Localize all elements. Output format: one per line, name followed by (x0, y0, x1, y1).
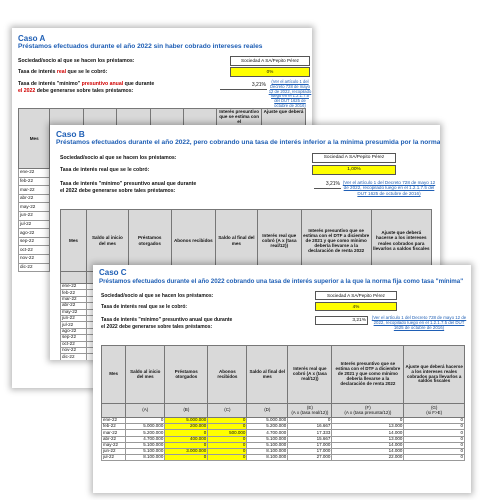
case-b-header: Interés real que cobró (A x (tasa real/12)) (257, 210, 301, 272)
case-c-cell[interactable]: 5.000.000 (165, 418, 208, 424)
case-c-table (101, 345, 465, 461)
case-a-cell-mes[interactable]: may-22 (19, 203, 50, 212)
case-b-header: Interés presuntivo que se estima con el DTF a diciembre de 2021 y que como mínimo debería llevarse a la declaración de renta 2022 (301, 210, 371, 272)
case-c-subheader (102, 404, 126, 418)
case-c-cell[interactable]: 14.000 (332, 448, 404, 454)
case-c-cell[interactable]: 4.700.000 (126, 436, 165, 442)
case-c-cell-mes[interactable]: feb-22 (102, 424, 126, 430)
case-c-sociedad-value[interactable]: Sociedad A SA/Pepito Pérez (315, 291, 397, 300)
case-c-cell[interactable]: 17.000 (288, 442, 332, 448)
case-b-cell-mes[interactable]: feb-22 (61, 290, 87, 296)
case-c-cell[interactable]: 4.700.000 (247, 430, 288, 436)
case-c-cell[interactable]: 0 (208, 418, 247, 424)
case-c-cell[interactable]: 5.200.000 (126, 430, 165, 436)
case-a-col-mes: Mes (19, 109, 50, 169)
case-a-col-ajuste: Ajuste que deberá (262, 109, 306, 169)
case-c-cell[interactable]: 5.100.000 (247, 442, 288, 448)
case-c-cell-mes[interactable]: may-22 (102, 442, 126, 448)
case-c-title: Préstamos efectuados durante el año 2022 cobrando una tasa de interés superior a la que la norma fija como tasa "mínima" (99, 278, 464, 285)
case-c-label: Caso C (99, 268, 127, 277)
case-c-subheader: (C) (208, 404, 247, 418)
case-a-cell-mes[interactable]: oct-22 (19, 246, 50, 255)
case-b-header: Abonos recibidos (171, 210, 215, 272)
case-c-cell[interactable]: 0 (404, 442, 465, 448)
case-c-minimo-label: Tasa de interés "mínimo" presuntivo anual que durante el 2022 debe generarse sobre tales préstamos: (101, 317, 233, 330)
case-c-subheader: (D) (247, 404, 288, 418)
case-a-tasa-value[interactable]: 0% (230, 67, 310, 77)
case-a-sociedad-value[interactable]: Sociedad A SA/Pepito Pérez (230, 56, 310, 66)
case-c-cell[interactable]: 13.000 (332, 424, 404, 430)
case-c-cell[interactable]: 0 (404, 455, 465, 461)
case-c-header: Interés real que cobró (A x (tasa real/12)) (288, 346, 332, 404)
case-b-minimo-label: Tasa de interés "mínimo" presuntivo anual que durante el 2022 debe generarse sobre tales préstamos: (60, 181, 197, 194)
case-a-cell-mes[interactable]: ene-22 (19, 169, 50, 178)
case-b-cell-mes[interactable]: mar-22 (61, 296, 87, 302)
case-c-cell[interactable]: 14.000 (332, 442, 404, 448)
case-a-cell-mes[interactable]: nov-22 (19, 254, 50, 263)
case-c-cell[interactable]: 5.200.000 (247, 424, 288, 430)
case-c-cell[interactable]: 0 (165, 455, 208, 461)
case-b-title: Préstamos efectuados durante el año 2022, pero cobrando una tasa de interés inferior a la mínima presumida por la norma (56, 139, 440, 146)
case-c-cell[interactable]: 0 (208, 442, 247, 448)
case-c-tasa-label: Tasa de interés real que se le cobró: (101, 304, 188, 310)
case-b-label: Caso B (56, 129, 85, 139)
case-c-cell-mes[interactable]: mar-22 (102, 430, 126, 436)
case-a-sociedad-label: Sociedad/socio al que se hacen los préstamos: (18, 58, 135, 64)
case-c-cell[interactable]: 17.333 (288, 430, 332, 436)
case-c-cell[interactable]: 0 (165, 430, 208, 436)
case-c-header: Abonos recibidos (208, 346, 247, 404)
case-a-cell-mes[interactable]: mar-22 (19, 186, 50, 195)
case-c-cell[interactable]: 5.000.000 (126, 424, 165, 430)
case-c-cell[interactable]: 0 (208, 455, 247, 461)
case-b-sociedad-label: Sociedad/socio al que se hacen los préstamos: (60, 155, 177, 161)
case-c-subheader: (B) (165, 404, 208, 418)
case-c-cell[interactable]: 0 (404, 436, 465, 442)
case-c-cell[interactable]: 0 (404, 430, 465, 436)
case-c-tasa-value[interactable]: 4% (315, 302, 397, 311)
case-c-header: Saldo al final del mes (247, 346, 288, 404)
case-c-cell[interactable]: 0 (165, 442, 208, 448)
case-c-cell-mes[interactable]: jul-22 (102, 455, 126, 461)
case-c-cell[interactable]: 0 (404, 448, 465, 454)
case-a-cell-mes[interactable]: sep-22 (19, 237, 50, 246)
case-c-minimo-value[interactable]: 3,21% (315, 316, 368, 325)
case-b-header: Ajuste que deberá hacerse a los intereses reales cobrados para llevarlos a saldos fiscales (371, 210, 431, 272)
case-b-header: Saldo al final del mes (216, 210, 258, 272)
case-b-cell-mes[interactable]: oct-22 (61, 341, 87, 347)
case-c-cell[interactable]: 0 (208, 448, 247, 454)
case-c-header: Saldo al inicio del mes (126, 346, 165, 404)
case-b-tasa-label: Tasa de interés real que se le cobró: (60, 167, 150, 173)
case-c-cell[interactable]: 3.000.000 (165, 448, 208, 454)
case-c-header: Préstamos otorgados (165, 346, 208, 404)
case-a-cell-mes[interactable]: dic-22 (19, 263, 50, 272)
case-a-tasa-label: Tasa de interés real que se le cobró: (18, 69, 108, 75)
case-c-subheader: (E) (A x (tasa real/12)) (288, 404, 332, 418)
case-c-subheader: (F) (A x (tasa presunta/12)) (332, 404, 404, 418)
case-b-cell-mes[interactable]: ene-22 (61, 284, 87, 290)
case-c-cell[interactable]: 5.100.000 (126, 448, 165, 454)
case-b-cell-mes[interactable]: jul-22 (61, 322, 87, 328)
case-c-cell[interactable]: 5.100.000 (247, 436, 288, 442)
case-c-cell-mes[interactable]: ene-22 (102, 418, 126, 424)
case-b-cell-mes[interactable]: may-22 (61, 309, 87, 315)
case-c-header: Interés presuntivo que se estima con el DTF a diciembre de 2021 y que como mínimo debería llevarse a la declaración de renta 2022 (332, 346, 404, 404)
case-c-cell[interactable]: 13.000 (332, 436, 404, 442)
case-b-cell-mes[interactable]: dic-22 (61, 354, 87, 360)
case-c-cell[interactable]: 0 (404, 424, 465, 430)
case-c-cell-mes[interactable]: abr-22 (102, 436, 126, 442)
case-c-cell[interactable]: 22.000 (332, 455, 404, 461)
sheet-case-c (93, 265, 471, 493)
case-c-cell[interactable]: 0 (404, 418, 465, 424)
case-b-cell-mes[interactable]: jun-22 (61, 315, 87, 321)
case-b-subheader (61, 272, 87, 284)
case-b-cell-mes[interactable]: sep-22 (61, 335, 87, 341)
case-b-minimo-value[interactable]: 3,21% (314, 180, 341, 189)
case-b-header: Saldo al inicio del mes (87, 210, 129, 272)
case-c-cell[interactable]: 0 (208, 424, 247, 430)
case-c-cell[interactable]: 16.667 (288, 424, 332, 430)
case-b-cell-mes[interactable]: nov-22 (61, 347, 87, 353)
case-c-cell[interactable]: 17.000 (288, 448, 332, 454)
case-c-cell[interactable]: 0 (332, 418, 404, 424)
case-c-header: Ajuste que deberá hacerse a los intereses reales cobrados para llevarlos a saldos fiscales (404, 346, 465, 404)
case-b-cell-mes[interactable]: ago-22 (61, 328, 87, 334)
case-c-cell[interactable]: 200.000 (165, 424, 208, 430)
case-b-cell-mes[interactable]: abr-22 (61, 303, 87, 309)
case-a-cell-mes[interactable]: ago-22 (19, 229, 50, 238)
case-a-cell-mes[interactable]: jun-22 (19, 211, 50, 220)
case-a-title: Préstamos efectuados durante el año 2022 sin haber cobrado intereses reales (18, 43, 263, 50)
case-c-cell[interactable]: 400.000 (165, 436, 208, 442)
case-b-tasa-value[interactable]: 1,00% (312, 165, 396, 175)
case-c-note-link[interactable]: (Ver el artículo 1 del Decreto 728 de mayo 12 de 2022, recopilado luego en el 1.2.1.7.5 del DUT 1625 de octubre de 2016) (371, 315, 467, 331)
case-a-cell-mes[interactable]: feb-22 (19, 177, 50, 186)
case-c-cell[interactable]: 500.000 (208, 430, 247, 436)
case-c-cell[interactable]: 27.000 (288, 455, 332, 461)
case-c-header: Mes (102, 346, 126, 404)
case-c-cell[interactable]: 5.100.000 (126, 442, 165, 448)
case-c-cell[interactable]: 8.100.000 (126, 455, 165, 461)
case-c-cell[interactable]: 5.000.000 (247, 418, 288, 424)
case-a-col-interes: Interés presuntivo que se estima con el (217, 109, 262, 169)
case-c-cell[interactable]: 8.100.000 (247, 455, 288, 461)
case-c-subheader: (G) (si F>E) (404, 404, 465, 418)
case-c-cell[interactable]: 14.000 (332, 430, 404, 436)
case-a-label: Caso A (18, 34, 46, 43)
case-a-note-link[interactable]: (Ver el artículo 1 del Decreto 728 de mayo 12 de 2022, recopilado luego en el 1.2.1.7.5 del DUT 1625 de octubre de 2016) (268, 79, 312, 109)
case-b-header: Préstamos otorgados (128, 210, 171, 272)
case-c-cell[interactable]: 0 (126, 418, 165, 424)
case-b-header: Mes (61, 210, 87, 272)
case-c-cell[interactable]: 15.667 (288, 436, 332, 442)
case-a-cell-mes[interactable]: jul-22 (19, 220, 50, 229)
case-a-minimo-label: Tasa de interés "mínimo" presuntivo anual que durante el 2022 debe generarse sobre tales préstamos: (18, 81, 155, 94)
case-a-minimo-value[interactable]: 3,21% (220, 81, 267, 90)
case-c-sociedad-label: Sociedad/socio al que se hacen los préstamos: (101, 293, 214, 299)
case-c-cell[interactable]: 0 (288, 418, 332, 424)
case-c-cell[interactable]: 0 (208, 436, 247, 442)
case-c-row (102, 455, 465, 461)
case-c-subheader: (A) (126, 404, 165, 418)
case-c-cell[interactable]: 8.100.000 (247, 448, 288, 454)
case-b-note-link[interactable]: (Ver el artículo 1 del Decreto 728 de mayo 12 de 2022, recopilado luego en el 1.2.1.7.5 del DUT 1625 de octubre de 2016) (342, 180, 436, 196)
case-c-cell-mes[interactable]: jun-22 (102, 448, 126, 454)
case-a-cell-mes[interactable]: abr-22 (19, 194, 50, 203)
case-b-sociedad-value[interactable]: Sociedad A SA/Pepito Pérez (312, 153, 396, 163)
